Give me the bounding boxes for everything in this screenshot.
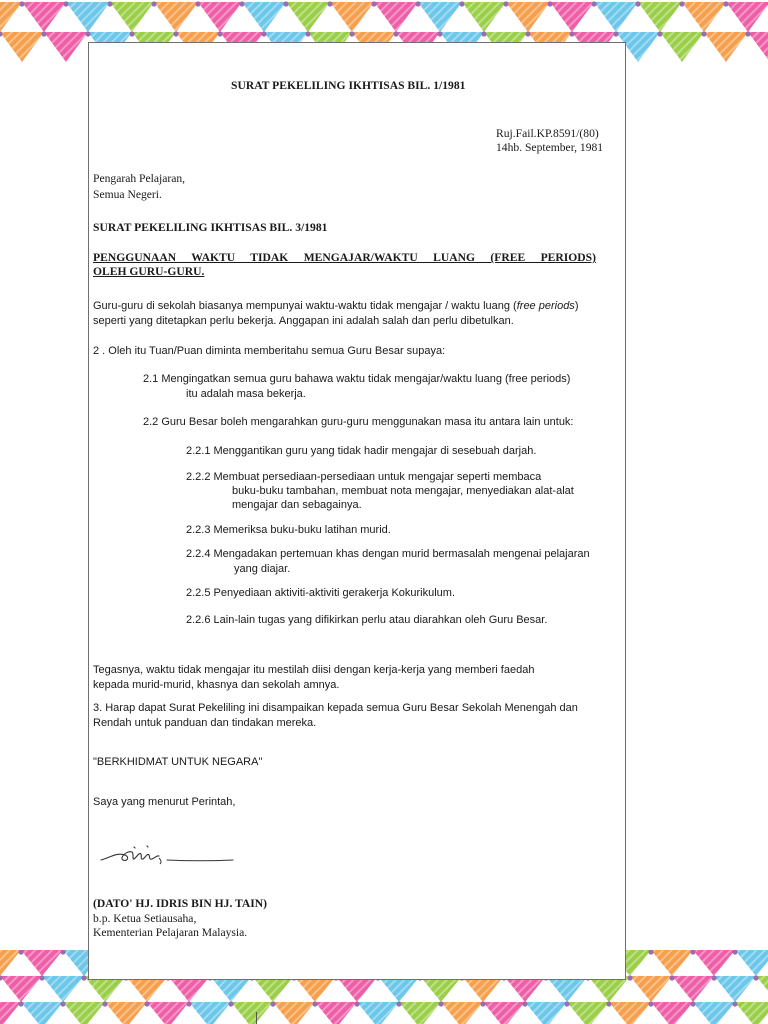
letter-date: 14hb. September, 1981 xyxy=(496,141,604,154)
bunting-flag xyxy=(44,32,88,62)
item-2-2-2-line-3: mengajar dan sebagainya. xyxy=(232,499,362,511)
bunting-flag xyxy=(0,976,42,1002)
bunting-knot xyxy=(723,1,728,6)
bunting-flag xyxy=(506,2,550,32)
bunting-knot xyxy=(679,1,684,6)
bunting-flag xyxy=(748,32,768,62)
bunting-knot xyxy=(711,975,716,980)
bunting-flag xyxy=(105,1002,147,1024)
bunting-flag xyxy=(154,2,198,32)
bunting-flag xyxy=(399,1002,441,1024)
bunting-knot xyxy=(745,31,750,36)
bunting-flag xyxy=(231,1002,273,1024)
bunting-knot xyxy=(753,975,758,980)
bunting-flag xyxy=(704,32,748,62)
bunting-knot xyxy=(129,31,134,36)
bunting-flag xyxy=(21,950,63,976)
bunting-flag xyxy=(693,950,735,976)
bunting-knot xyxy=(354,1001,359,1006)
bunting-knot xyxy=(144,1001,149,1006)
bunting-knot xyxy=(173,31,178,36)
bunting-flag xyxy=(0,1002,21,1024)
bunting-knot xyxy=(648,950,653,955)
bunting-knot xyxy=(606,1001,611,1006)
bunting-knot xyxy=(107,1,112,6)
bunting-knot xyxy=(393,31,398,36)
bunting-flag xyxy=(651,1002,693,1024)
bunting-flag xyxy=(756,976,768,1002)
subject-line-1: PENGGUNAAN WAKTU TIDAK MENGAJAR/WAKTU LUANG (FREE PERIODS) xyxy=(93,251,596,264)
paragraph-3-line-2: Rendah untuk panduan dan tindakan mereka. xyxy=(93,717,317,729)
bunting-knot xyxy=(547,1,552,6)
bunting-knot xyxy=(480,1001,485,1006)
bunting-knot xyxy=(283,1,288,6)
bunting-knot xyxy=(635,1,640,6)
bunting-knot xyxy=(657,31,662,36)
signatory-name: (DATO' HJ. IDRIS BIN HJ. TAIN) xyxy=(93,897,268,910)
bunting-flag xyxy=(735,950,768,976)
bunting-flag xyxy=(21,1002,63,1024)
item-2-2-1: 2.2.1 Menggantikan guru yang tidak hadir mengajar di sesebuah darjah. xyxy=(186,445,537,457)
item-2-2-6: 2.2.6 Lain-lain tugas yang difikirkan perlu atau diarahkan oleh Guru Besar. xyxy=(186,614,548,626)
bunting-knot xyxy=(522,1001,527,1006)
item-2-2-2-line-1: 2.2.2 Membuat persediaan-persediaan untuk mengajar seperti membaca xyxy=(186,471,542,483)
bunting-flag xyxy=(357,1002,399,1024)
bunting-knot xyxy=(60,1001,65,1006)
signatory-role: b.p. Ketua Setiausaha, xyxy=(93,912,197,925)
bunting-knot xyxy=(19,1,24,6)
bunting-flag xyxy=(609,1002,651,1024)
conclusion-line-2: kepada murid-murid, khasnya dan sekolah amnya. xyxy=(93,679,340,691)
item-2-1-line-2: itu adalah masa bekerja. xyxy=(186,388,306,400)
bunting-knot xyxy=(327,1,332,6)
item-2-2-4-line-1: 2.2.4 Mengadakan pertemuan khas dengan murid bermasalah mengenai pelajaran xyxy=(186,548,590,560)
motto: "BERKHIDMAT UNTUK NEGARA" xyxy=(93,756,263,768)
bunting-flag xyxy=(198,2,242,32)
bunting-flag xyxy=(0,2,22,32)
bunting-knot xyxy=(481,31,486,36)
bunting-flag xyxy=(441,1002,483,1024)
bunting-knot xyxy=(85,31,90,36)
signatory-organisation: Kementerian Pelajaran Malaysia. xyxy=(93,926,248,939)
bunting-knot xyxy=(459,1,464,6)
bunting-flag xyxy=(189,1002,231,1024)
bunting-knot xyxy=(228,1001,233,1006)
bunting-knot xyxy=(525,31,530,36)
bunting-knot xyxy=(701,31,706,36)
item-2-2-4-line-2: yang diajar. xyxy=(234,563,291,575)
bunting-flag xyxy=(0,32,44,62)
bunting-knot xyxy=(438,1001,443,1006)
bunting-knot xyxy=(690,1001,695,1006)
intro-line-1 xyxy=(93,299,578,313)
bunting-flag xyxy=(714,976,756,1002)
bunting-knot xyxy=(41,31,46,36)
bunting-knot xyxy=(415,1,420,6)
bunting-knot xyxy=(18,1001,23,1006)
item-2-2-2-line-2: buku-buku tambahan, membuat nota mengajar, menyediakan alat-alat xyxy=(232,485,574,497)
bunting-knot xyxy=(349,31,354,36)
bunting-flag xyxy=(726,2,768,32)
bunting-knot xyxy=(60,950,65,955)
bunting-flag xyxy=(567,1002,609,1024)
bunting-flag xyxy=(594,2,638,32)
bunting-knot xyxy=(39,975,44,980)
bunting-flag xyxy=(315,1002,357,1024)
bunting-knot xyxy=(217,31,222,36)
bunting-flag xyxy=(42,976,84,1002)
bunting-knot xyxy=(732,1001,737,1006)
bunting-knot xyxy=(627,975,632,980)
closing-phrase: Saya yang menurut Perintah, xyxy=(93,796,236,808)
bunting-knot xyxy=(239,1,244,6)
intro-line-2: seperti yang ditetapkan perlu bekerja. Anggapan ini adalah salah dan perlu dibetulkan. xyxy=(93,315,514,327)
bunting-knot xyxy=(312,1001,317,1006)
bunting-knot xyxy=(63,1,68,6)
intro-text-start: Guru-guru di sekolah biasanya mempunyai waktu-waktu tidak mengajar / waktu luang ( xyxy=(93,300,517,312)
bunting-flag xyxy=(110,2,154,32)
item-2-1-line-1: 2.1 Mengingatkan semua guru bahawa waktu tidak mengajar/waktu luang (free periods) xyxy=(143,373,571,385)
item-2-2-5: 2.2.5 Penyediaan aktiviti-aktiviti gerakerja Kokurikulum. xyxy=(186,587,456,599)
bunting-knot xyxy=(371,1,376,6)
bunting-flag xyxy=(672,976,714,1002)
item-2-2-3: 2.2.3 Memeriksa buku-buku latihan murid. xyxy=(186,524,391,536)
subject-line-2: OLEH GURU-GURU. xyxy=(93,265,205,278)
bunting-flag xyxy=(651,950,693,976)
bunting-flag xyxy=(63,1002,105,1024)
bunting-knot xyxy=(396,1001,401,1006)
bunting-knot xyxy=(503,1,508,6)
bunting-knot xyxy=(564,1001,569,1006)
recipient-title: Pengarah Pelajaran, xyxy=(93,172,186,185)
bunting-flag xyxy=(693,1002,735,1024)
bunting-knot xyxy=(732,950,737,955)
bunting-flag xyxy=(286,2,330,32)
bunting-flag xyxy=(550,2,594,32)
bunting-flag xyxy=(483,1002,525,1024)
bunting-knot xyxy=(81,975,86,980)
bunting-knot xyxy=(151,1,156,6)
reference-number: Ruj.Fail.KP.8591/(80) xyxy=(496,127,599,140)
bunting-flag xyxy=(147,1002,189,1024)
bunting-knot xyxy=(569,31,574,36)
bunting-flag xyxy=(462,2,506,32)
bunting-knot xyxy=(261,31,266,36)
bunting-flag xyxy=(735,1002,768,1024)
bunting-knot xyxy=(18,950,23,955)
bunting-flag xyxy=(242,2,286,32)
bunting-flag xyxy=(630,976,672,1002)
bunting-flag xyxy=(374,2,418,32)
intro-text-end: ) xyxy=(574,300,579,312)
bunting-knot xyxy=(437,31,442,36)
bunting-flag xyxy=(273,1002,315,1024)
intro-text-italic: free periods xyxy=(516,300,575,312)
bunting-knot xyxy=(270,1001,275,1006)
letter-heading: SURAT PEKELILING IKHTISAS BIL. 1/1981 xyxy=(231,79,466,92)
bunting-flag xyxy=(330,2,374,32)
bunting-knot xyxy=(648,1001,653,1006)
bunting-flag xyxy=(660,32,704,62)
bunting-flag xyxy=(22,2,66,32)
bunting-flag xyxy=(638,2,682,32)
paragraph-3-line-1: 3. Harap dapat Surat Pekeliling ini disampaikan kepada semua Guru Besar Sekolah Menengah dan xyxy=(93,702,578,714)
bunting-knot xyxy=(669,975,674,980)
bunting-knot xyxy=(613,31,618,36)
bunting-flag xyxy=(418,2,462,32)
bunting-flag xyxy=(525,1002,567,1024)
bunting-knot xyxy=(591,1,596,6)
bunting-knot xyxy=(102,1001,107,1006)
bunting-knot xyxy=(690,950,695,955)
circular-subheading: SURAT PEKELILING IKHTISAS BIL. 3/1981 xyxy=(93,221,328,234)
recipient-scope: Semua Negeri. xyxy=(93,188,162,201)
paragraph-2: 2 . Oleh itu Tuan/Puan diminta memberitahu semua Guru Besar supaya: xyxy=(93,345,446,357)
bunting-knot xyxy=(195,1,200,6)
handwritten-signature xyxy=(99,838,239,868)
bunting-flag xyxy=(66,2,110,32)
item-2-2: 2.2 Guru Besar boleh mengarahkan guru-guru menggunakan masa itu antara lain untuk: xyxy=(143,416,574,428)
bunting-knot xyxy=(186,1001,191,1006)
page-edge-mark xyxy=(256,1012,257,1024)
conclusion-line-1: Tegasnya, waktu tidak mengajar itu mestilah diisi dengan kerja-kerja yang memberi faedah xyxy=(93,664,535,676)
bunting-flag xyxy=(682,2,726,32)
bunting-knot xyxy=(305,31,310,36)
bunting-flag xyxy=(0,950,21,976)
